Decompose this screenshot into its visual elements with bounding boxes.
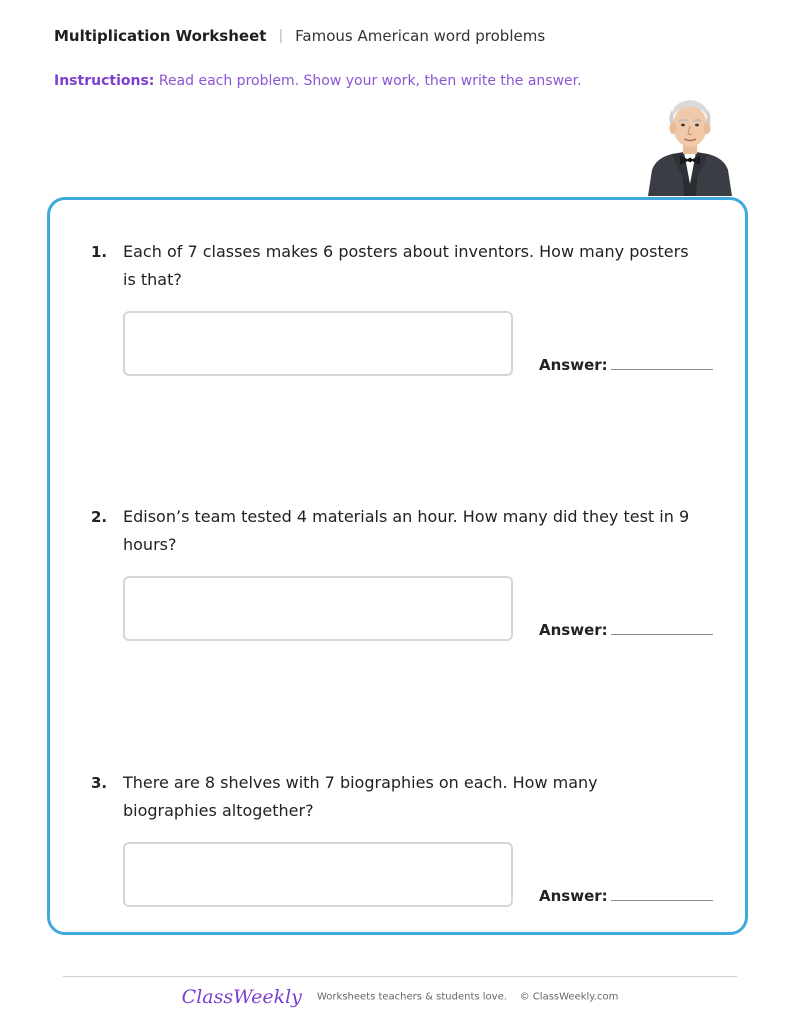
answer-line[interactable] <box>611 634 713 635</box>
header-separator: | <box>278 28 284 44</box>
worksheet-subtitle: Famous American word problems <box>295 27 546 45</box>
footer-divider <box>63 976 737 977</box>
work-area-box[interactable] <box>123 842 513 907</box>
instructions-label: Instructions: <box>54 73 155 89</box>
problem-number: 3. <box>91 774 108 792</box>
problem-text: There are 8 shelves with 7 biographies on each. How many biographies altogether? <box>123 773 598 820</box>
brand-logo: ClassWeekly <box>181 986 302 1008</box>
problem-number: 2. <box>91 508 108 526</box>
instructions-text: Read each problem. Show your work, then write the answer. <box>158 73 582 89</box>
work-area-box[interactable] <box>123 311 513 376</box>
problem-number: 1. <box>91 243 108 261</box>
answer-label: Answer: <box>539 356 608 374</box>
answer-label: Answer: <box>539 621 608 639</box>
answer-label: Answer: <box>539 887 608 905</box>
answer-line[interactable] <box>611 369 713 370</box>
answer-line[interactable] <box>611 900 713 901</box>
work-area-box[interactable] <box>123 576 513 641</box>
instructions <box>54 73 582 89</box>
problem-text: Edison’s team tested 4 materials an hour. How many did they test in 9 hours? <box>123 507 690 554</box>
footer <box>0 986 800 1008</box>
worksheet-title: Multiplication Worksheet <box>54 27 267 45</box>
worksheet-header <box>54 24 545 48</box>
problem-text: Each of 7 classes makes 6 posters about inventors. How many posters is that? <box>123 242 689 289</box>
footer-tagline: Worksheets teachers & students love. © ClassWeekly.com <box>317 991 619 1003</box>
problems-card <box>47 197 748 935</box>
portrait-icon <box>640 92 740 196</box>
